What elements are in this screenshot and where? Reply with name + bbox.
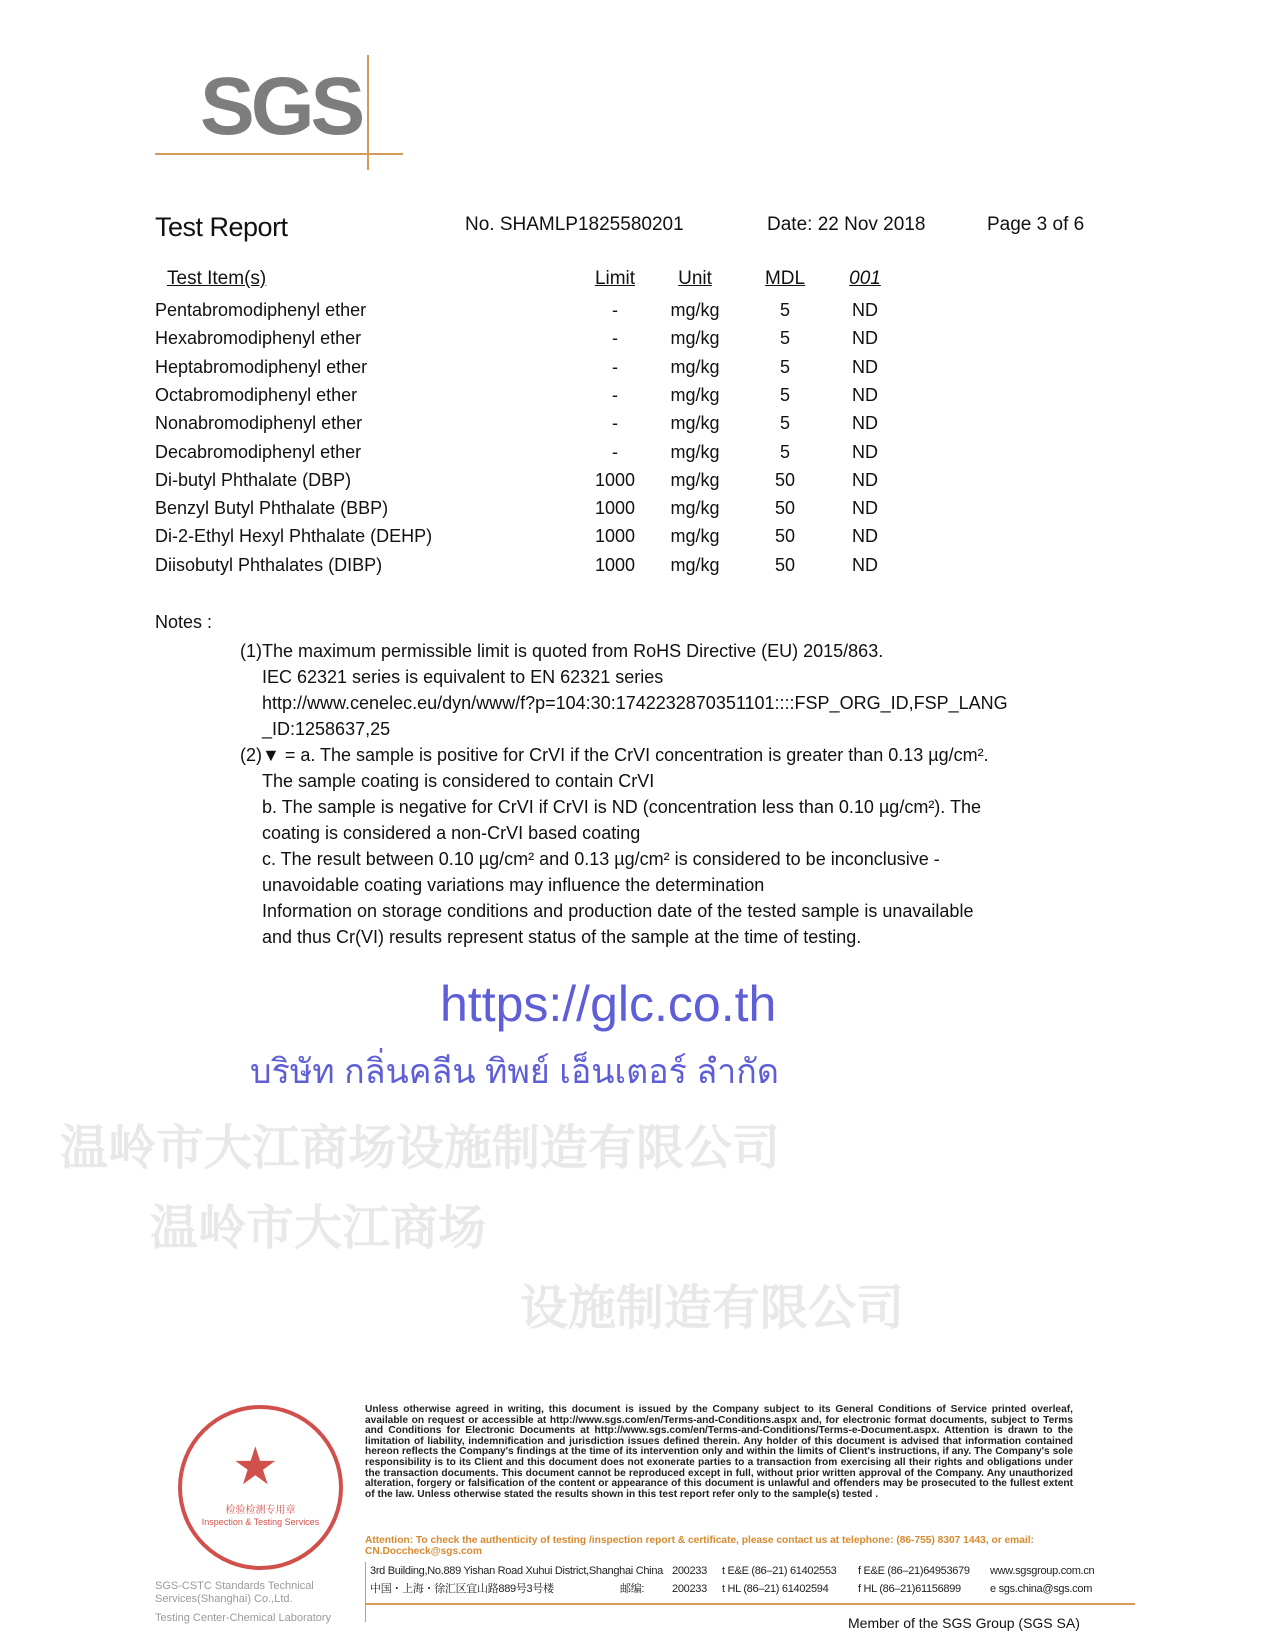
report-number: No. SHAMLP1825580201 (465, 214, 684, 235)
test-item: Benzyl Butyl Phthalate (BBP) (155, 498, 389, 519)
mdl-value: 5 (779, 328, 790, 349)
result-value: ND (852, 384, 878, 405)
note-line: http://www.cenelec.eu/dyn/www/f?p=104:30:1742232870351101::::FSP_ORG_ID,FSP_LANG (262, 693, 1008, 713)
table-row (0, 300, 1275, 328)
notes-label: Notes : (155, 612, 213, 632)
fax-ee: f E&E (86–21)64953679 (858, 1565, 970, 1577)
table-row (0, 413, 1275, 441)
limit-value: - (612, 441, 618, 462)
email: e sgs.china@sgs.com (990, 1583, 1093, 1595)
test-item: Decabromodiphenyl ether (155, 441, 362, 462)
postcode-label-cn: 邮编: (620, 1583, 645, 1595)
mdl-value: 5 (779, 300, 790, 320)
page-number: Page 3 of 6 (987, 214, 1085, 235)
table-row (0, 328, 1275, 356)
watermark-text: 温岭市大江商场 (150, 1200, 487, 1256)
authenticity-notice: Attention: To check the authenticity of testing /inspection report & certificate, please contact us at telephone: (86-755) 8307 1443, or email: CN.Doccheck@sgs.com (365, 1535, 1034, 1557)
unit-value: mg/kg (670, 328, 720, 349)
watermark-text: 设施制造有限公司 (520, 1280, 905, 1336)
mdl-value: 50 (774, 526, 796, 547)
result-value: ND (852, 526, 878, 547)
inspection-stamp (178, 1405, 343, 1570)
note-line: (2)▼ = a. The sample is positive for CrVI if the CrVI concentration is greater than 0.13 µg/cm². (240, 745, 989, 765)
table-row (0, 498, 1275, 526)
result-value: ND (852, 356, 878, 377)
result-value: ND (852, 498, 878, 519)
logo-underline (155, 153, 403, 155)
stamp-text-en: Inspection & Testing Services (201, 1517, 320, 1527)
tel-hl: t HL (86–21) 61402594 (722, 1583, 829, 1595)
note-line: b. The sample is negative for CrVI if CrVI is ND (concentration less than 0.10 µg/cm²). The (262, 797, 981, 817)
table-row (0, 357, 1275, 385)
column-header-limit: Limit (594, 268, 636, 289)
table-row (0, 555, 1275, 583)
star-icon: ★ (232, 1438, 279, 1496)
address-en: 3rd Building,No.889 Yishan Road Xuhui District,Shanghai China (370, 1565, 663, 1577)
table-row (0, 526, 1275, 554)
test-item: Di-2-Ethyl Hexyl Phthalate (DEHP) (155, 526, 433, 547)
unit-value: mg/kg (670, 441, 720, 462)
postcode: 200233 (672, 1565, 707, 1577)
unit-value: mg/kg (670, 554, 720, 575)
watermark-text: 温岭市大江商场设施制造有限公司 (60, 1120, 781, 1176)
unit-value: mg/kg (670, 526, 720, 547)
logo-divider (367, 55, 369, 170)
note-line: coating is considered a non-CrVI based coating (262, 823, 641, 843)
note-line: unavoidable coating variations may influence the determination (262, 875, 765, 895)
test-item: Heptabromodiphenyl ether (155, 356, 368, 377)
fax-hl: f HL (86–21)61156899 (858, 1583, 961, 1595)
test-item: Di-butyl Phthalate (DBP) (155, 469, 352, 490)
mdl-value: 50 (774, 498, 796, 519)
tel-ee: t E&E (86–21) 61402553 (722, 1565, 837, 1577)
legal-disclaimer: Unless otherwise agreed in writing, this document is issued by the Company subject to its General Conditions of Service printed overleaf, available on request or accessible at http://www.sgs.com/en/Terms-and-Conditions.aspx and, for electronic format documents, subject to Terms and Conditions for Electronic Documents at http://www.sgs.com/en/Terms-and-Conditions/Terms-e-Document.aspx. Attention is drawn to the limitation of liability, indemnification and jurisdiction issues defined therein. Any holder of this document is advised that information contained hereon reflects the Company's findings at the time of its intervention only and within the limits of Client's instructions, if any. The Company's sole responsibility is to its Client and this document does not exonerate parties to a transaction from exercising all their rights and obligations under the transaction documents. This document cannot be reproduced except in full, without prior written approval of the Company. Any unauthorized alteration, forgery or falsification of the content or appearance of this document is unlawful and offenders may be prosecuted to the fullest extent of the law. Unless otherwise stated the results shown in this test report refer only to the sample(s) tested . (365, 1404, 1073, 1500)
footer-lab: Testing Center-Chemical Laboratory (155, 1612, 332, 1624)
report-title: Test Report (155, 212, 288, 242)
result-value: ND (852, 469, 878, 490)
limit-value: - (612, 356, 618, 377)
unit-value: mg/kg (670, 300, 720, 320)
mdl-value: 5 (779, 413, 790, 434)
footer-company: SGS-CSTC Standards Technical Services(Shanghai) Co.,Ltd. (155, 1580, 314, 1605)
limit-value: - (612, 328, 618, 349)
limit-value: 1000 (594, 526, 636, 547)
test-item: Octabromodiphenyl ether (155, 384, 358, 405)
mdl-value: 50 (774, 469, 796, 490)
note-line: (1)The maximum permissible limit is quoted from RoHS Directive (EU) 2015/863. (240, 641, 884, 661)
unit-value: mg/kg (670, 498, 720, 519)
column-header-unit: Unit (678, 268, 712, 289)
unit-value: mg/kg (670, 384, 720, 405)
overlay-url: https://glc.co.th (440, 976, 777, 1032)
test-item: Diisobutyl Phthalates (DIBP) (155, 554, 383, 575)
result-value: ND (852, 413, 878, 434)
limit-value: 1000 (594, 554, 636, 575)
sgs-member-text: Member of the SGS Group (SGS SA) (848, 1615, 1080, 1631)
result-value: ND (852, 328, 878, 349)
sgs-logo: SGS (200, 61, 362, 152)
postcode: 200233 (672, 1583, 707, 1595)
note-line: and thus Cr(VI) results represent status of the sample at the time of testing. (262, 927, 862, 947)
table-row (0, 442, 1275, 470)
unit-value: mg/kg (670, 356, 720, 377)
unit-value: mg/kg (670, 413, 720, 434)
column-header-test-item: Test Item(s) (167, 268, 267, 289)
mdl-value: 5 (779, 356, 790, 377)
note-line: IEC 62321 series is equivalent to EN 62321 series (262, 667, 664, 687)
test-item: Pentabromodiphenyl ether (155, 300, 367, 320)
limit-value: 1000 (594, 498, 636, 519)
note-line: Information on storage conditions and production date of the tested sample is unavailable (262, 901, 974, 921)
website: www.sgsgroup.com.cn (990, 1565, 1095, 1577)
limit-value: - (612, 413, 618, 434)
table-row (0, 385, 1275, 413)
note-line: The sample coating is considered to contain CrVI (262, 771, 655, 791)
overlay-company: บริษัท กลิ่นคลีน ทิพย์ เอ็นเตอร์ ลำกัด (250, 1053, 779, 1091)
limit-value: - (612, 300, 618, 320)
note-line: c. The result between 0.10 µg/cm² and 0.13 µg/cm² is considered to be inconclusive - (262, 849, 940, 869)
note-line: _ID:1258637,25 (262, 719, 391, 739)
stamp-text-cn: 检验检测专用章 (225, 1505, 296, 1516)
limit-value: 1000 (594, 469, 636, 490)
mdl-value: 5 (779, 441, 790, 462)
unit-value: mg/kg (670, 469, 720, 490)
result-value: ND (852, 554, 878, 575)
footer-divider (365, 1562, 366, 1622)
column-header-mdl: MDL (764, 268, 806, 289)
column-header-sample-001: 001 (849, 268, 881, 289)
mdl-value: 5 (779, 384, 790, 405)
test-item: Nonabromodiphenyl ether (155, 413, 363, 434)
report-date: Date: 22 Nov 2018 (767, 214, 926, 235)
limit-value: - (612, 384, 618, 405)
result-value: ND (852, 300, 878, 320)
table-row (0, 470, 1275, 498)
footer-rule (365, 1603, 1135, 1605)
test-item: Hexabromodiphenyl ether (155, 328, 362, 349)
result-value: ND (852, 441, 878, 462)
mdl-value: 50 (774, 554, 796, 575)
address-cn: 中国・上海・徐汇区宜山路889号3号楼 (370, 1583, 554, 1595)
